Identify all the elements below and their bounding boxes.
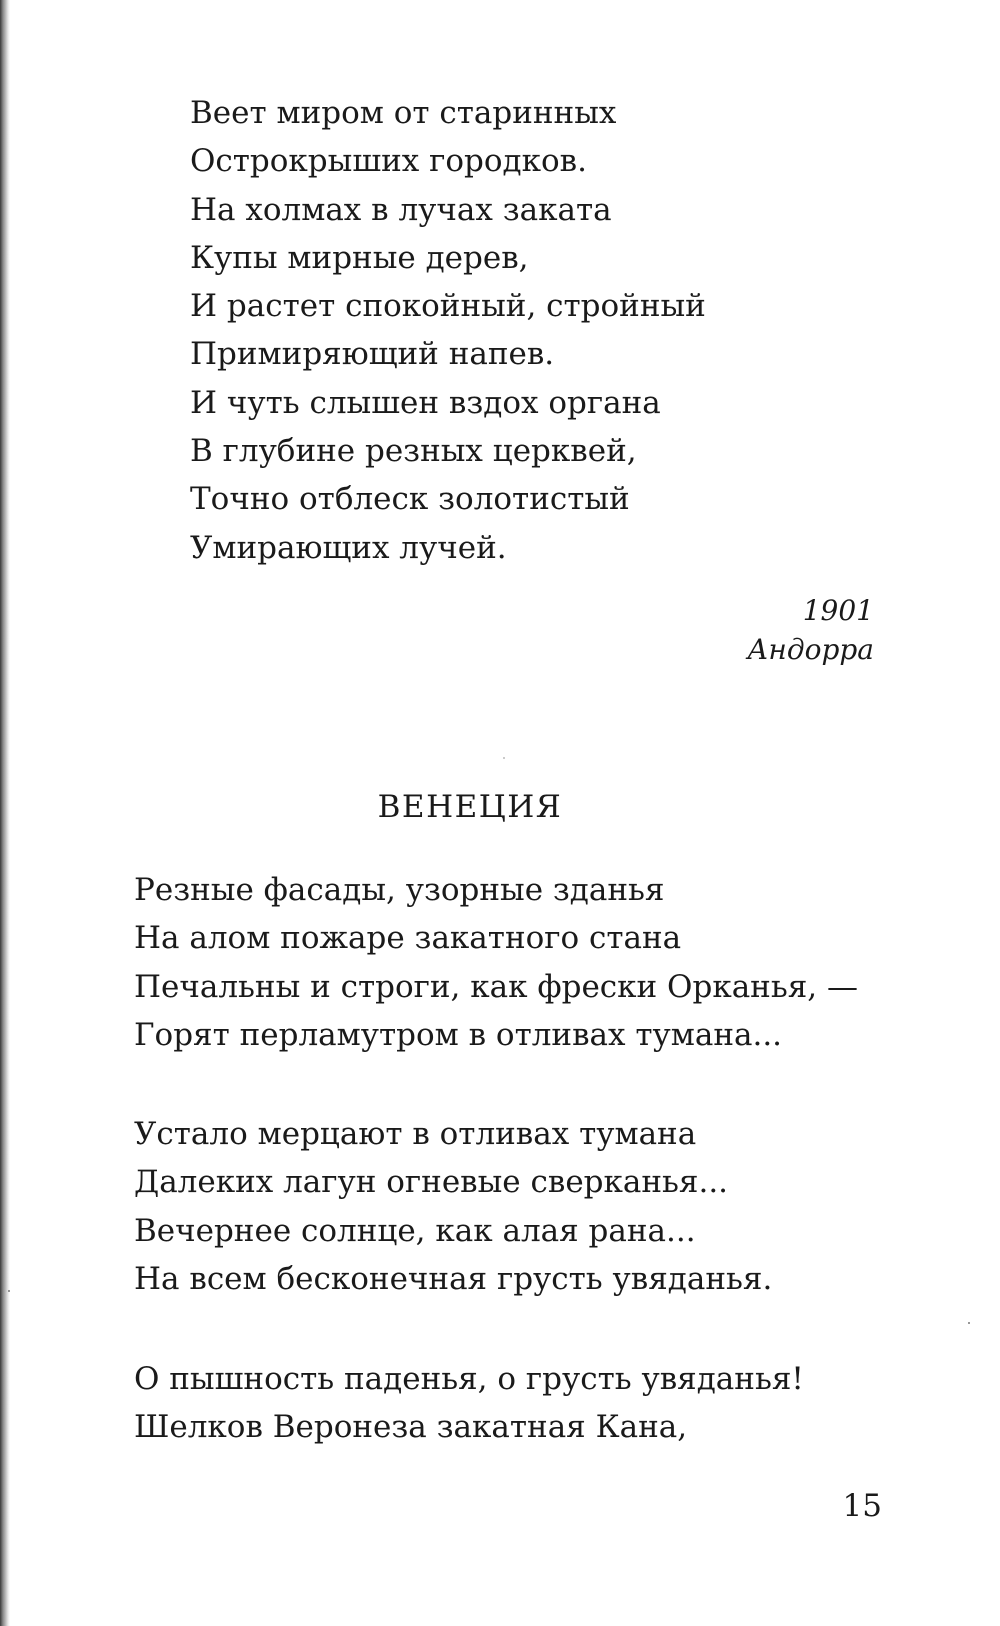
scan-speck <box>968 1322 970 1324</box>
poem-line: Примиряющий напев. <box>190 336 555 373</box>
poem-line: На холмах в лучах заката <box>190 191 612 228</box>
poem-line: Веет миром от старинных <box>190 95 617 131</box>
poem-year: 1901 <box>802 594 874 627</box>
poem-line: Устало мерцают в отливах тумана <box>134 1116 697 1152</box>
poem-line: Шелков Веронеза закатная Кана, <box>134 1409 688 1446</box>
poem-line: Резные фасады, узорные зданья <box>134 872 665 908</box>
poem-line: Вечернее солнце, как алая рана... <box>134 1212 696 1249</box>
poem-line: Печальны и строги, как фрески Орканья, — <box>134 968 858 1005</box>
poem-attribution <box>747 591 874 669</box>
poem-line: В глубине резных церквей, <box>190 433 637 470</box>
stanza-1 <box>134 866 858 1059</box>
poem-line: Купы мирные дерев, <box>190 239 529 276</box>
poem-line: Далеких лагун огневые сверканья... <box>134 1164 729 1201</box>
page-number: 15 <box>842 1488 882 1524</box>
poem-continuation <box>190 89 706 572</box>
stanza-3 <box>134 1355 804 1452</box>
poem-line: И растет спокойный, стройный <box>190 288 706 325</box>
scan-speck <box>8 1290 10 1292</box>
stanza-2 <box>134 1110 772 1303</box>
poem-line: На алом пожаре закатного стана <box>134 920 682 957</box>
poem-line: Острокрыших городков. <box>190 143 587 180</box>
poem-line: Горят перламутром в отливах тумана... <box>134 1016 783 1053</box>
poem-place: Андорра <box>747 633 874 666</box>
poem-title: ВЕНЕЦИЯ <box>377 789 563 825</box>
poem-line: О пышность паденья, о грусть увяданья! <box>134 1361 804 1397</box>
poem-line: На всем бесконечная грусть увяданья. <box>134 1260 773 1297</box>
scan-speck <box>503 757 505 759</box>
poem-line: И чуть слышен вздох органа <box>190 384 661 421</box>
poem-line: Точно отблеск золотистый <box>190 481 630 518</box>
poem-line: Умирающих лучей. <box>190 529 507 566</box>
